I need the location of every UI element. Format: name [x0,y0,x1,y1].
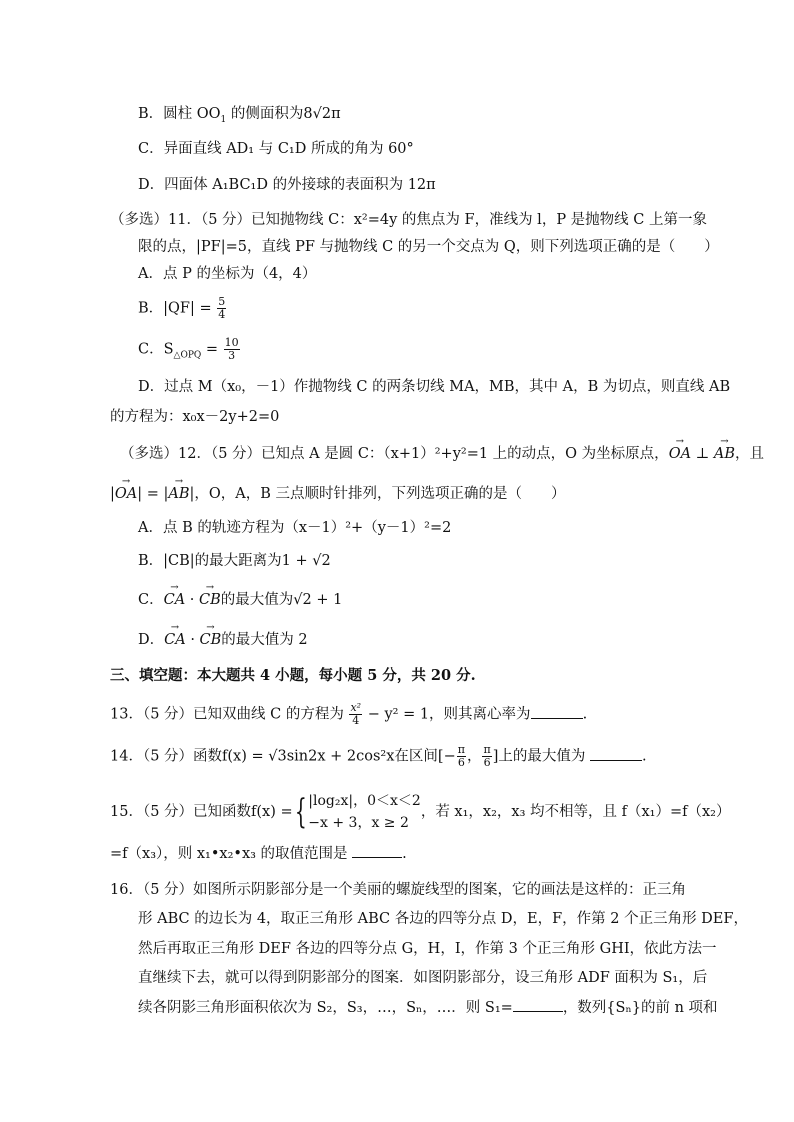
q11-option-d-line1: D．过点 M（x₀，－1）作抛物线 C 的两条切线 MA，MB，其中 A，B 为切点，则直线 AB [138,379,731,395]
q14-fraction-2: $\frac{\pi}{6}$ [483,743,491,769]
q12-option-d: D．→ CA · → CB的最大值为 2 [138,630,308,650]
q11-option-b-fraction: $\frac{5}{4}$ [218,295,226,321]
q16-line1: 16．（5 分）如图所示阴影部分是一个美丽的螺旋线型的图案，它的画法是这样的：正三角 [110,882,687,898]
q14: 14．（5 分）函数f(x) = √3sin2x + 2cos²x在区间[− $\frac{\pi}{6}$ ， $\frac{\pi}{6}$ ]上的最大值为 . [110,743,647,769]
q15-piecewise-cases: |log₂x|，0＜x＜2 −x + 3，x ≥ 2 [308,793,421,831]
q15-brace: { [294,792,307,832]
q15: 15．（5 分）已知函数f(x) ={ |log₂x|，0＜x＜2 −x + 3，x ≥ 2 ，若 x₁，x₂，x₃ 均不相等，且 f（x₁）=f（x₂） [110,792,731,832]
q16-line2: 形 ABC 的边长为 4，取正三角形 ABC 各边的四等分点 D，E，F，作第 2 个正三角形 DEF， [138,911,748,927]
q10-option-c: C．异面直线 AD₁ 与 C₁D 所成的角为 60° [138,141,414,157]
q10-option-d: D．四面体 A₁BC₁D 的外接球的表面积为 12π [138,177,436,193]
q11-option-c-fraction: $\frac{10}{3}$ [224,336,239,362]
q13-fraction: $\frac{\text{x²}}{4}$ [350,701,362,727]
q11-option-c: C．$S_{\triangle OPQ}$ = $\frac{10}{3}$ [138,336,239,362]
q12-option-b: B．|CB|的最大距离为1 + √2 [138,553,331,569]
q16-line3: 然后再取正三角形 DEF 各边的四等分点 G，H，I，作第 3 个正三角形 GHI，依此方法一 [138,941,717,957]
q12-stem-line2: |→ OA| = |→ AB|，O，A，B 三点顺时针排列，下列选项正确的是（ ） [110,484,566,504]
q12-option-c: C．→ CA · → CB的最大值为√2 + 1 [138,590,342,610]
section-3-heading: 三、填空题：本大题共 4 小题，每小题 5 分，共 20 分. [110,667,476,684]
q11-stem-line2: 限的点，|PF|=5，直线 PF 与抛物线 C 的另一个交点为 Q，则下列选项正确的是（ ） [138,239,719,255]
q13: 13．（5 分）已知双曲线 C 的方程为 $\frac{\text{x²}}{4}$ − y² = 1，则其离心率为 . [110,701,588,727]
q16-line4: 直继续下去，就可以得到阴影部分的图案．如图阴影部分，设三角形 ADF 面积为 S₁，后 [138,970,708,986]
q10-option-b: B．圆柱 $OO_1$ 的侧面积为8√2π [138,106,341,125]
q15-line2: =f（x₃），则 x₁•x₂•x₃ 的取值范围是 . [110,843,407,864]
q14-answer-blank[interactable] [590,746,642,761]
q16-line5: 续各阴影三角形面积依次为 S₂，S₃，…，Sₙ，…．则 S₁= ，数列{Sₙ}的前 n 项和 [138,997,718,1018]
q15-answer-blank[interactable] [352,843,402,858]
q11-option-a: A．点 P 的坐标为（4，4） [138,266,317,282]
q11-option-b: B．|QF| = $\frac{5}{4}$ [138,295,226,321]
q12-stem-line1: （多选）12．（5 分）已知点 A 是圆 C：（x+1）²+y²=1 上的动点，O 为坐标原点，→ OA ⊥ → AB，且 [120,444,764,464]
q12-option-a: A．点 B 的轨迹方程为（x－1）²+（y－1）²=2 [138,520,452,536]
q11-option-d-line2: 的方程为：x₀x－2y+2=0 [110,409,280,425]
q11-stem-line1: （多选）11．（5 分）已知抛物线 C：x²=4y 的焦点为 F，准线为 l，P 是抛物线 C 上第一象 [110,212,707,228]
q14-fraction-1: $\frac{\pi}{6}$ [457,743,465,769]
q16-answer-blank[interactable] [513,997,563,1012]
q13-answer-blank[interactable] [531,704,583,719]
